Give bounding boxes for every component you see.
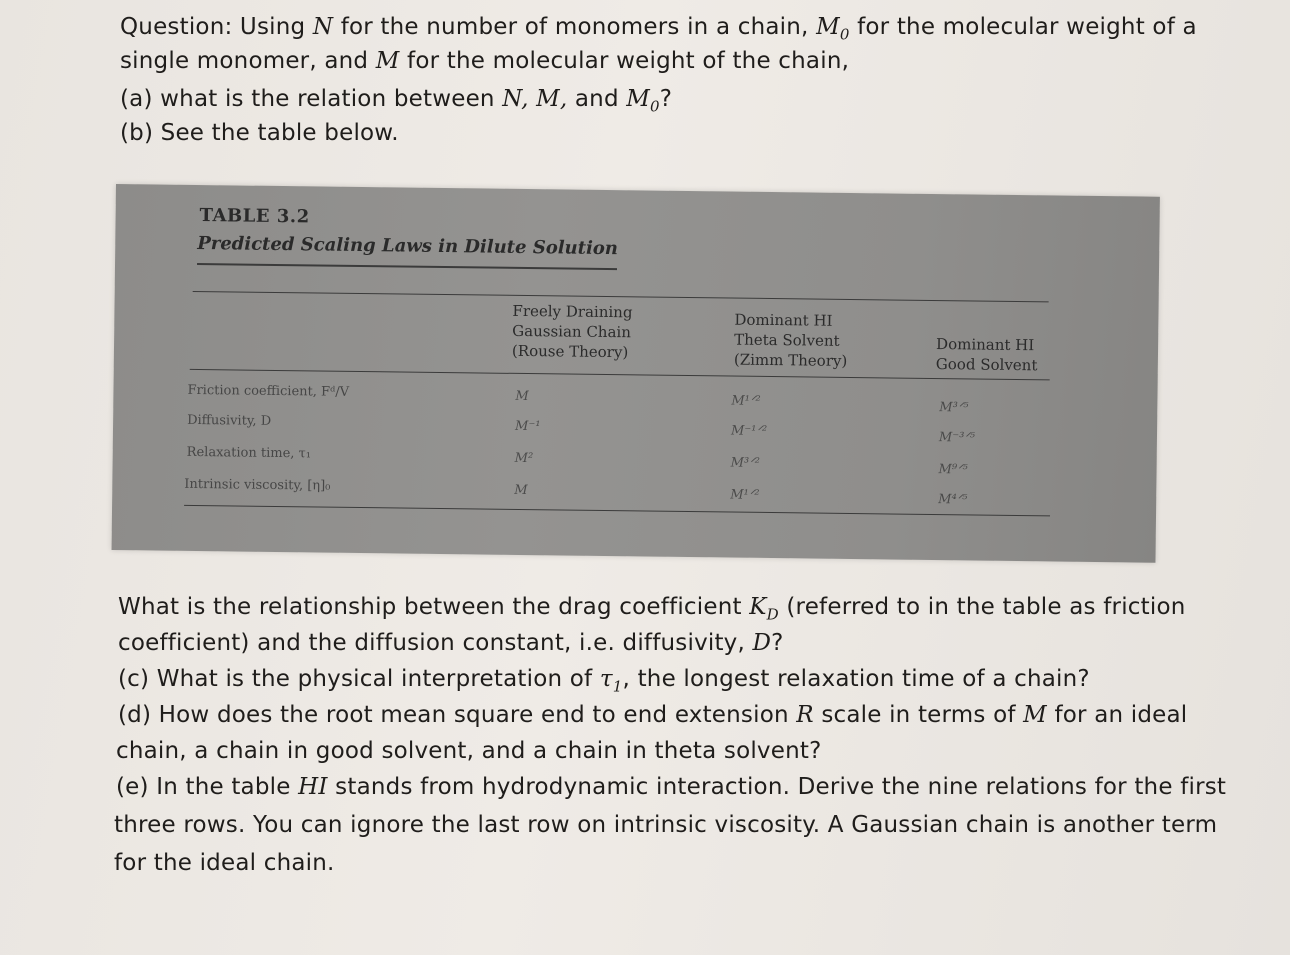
text: single monomer, and [120, 48, 369, 74]
var-m: M [1023, 702, 1047, 728]
text: (e) In the table [116, 774, 291, 800]
text: ? [659, 86, 673, 112]
table-number: TABLE 3.2 [199, 205, 310, 228]
text: ? [771, 630, 784, 656]
cell-viscosity-rouse: M [514, 482, 528, 499]
var-m0: $M_0$ [626, 86, 660, 116]
row-label-friction: Friction coefficient, Fᵈ/V [187, 382, 350, 400]
followup-line-2 [118, 630, 784, 656]
part-e-line-2: three rows. You can ignore the last row on intrinsic viscosity. A Gaussian chain is another term [114, 812, 1218, 838]
followup-line-1 [118, 594, 1186, 624]
var-tau1: $\tau_1$ [599, 666, 623, 696]
text: , the longest relaxation time of a chain? [622, 666, 1090, 692]
part-d-line-2: chain, a chain in good solvent, and a chain in theta solvent? [116, 738, 822, 764]
text: coefficient) and the diffusion constant, i.e. diffusivity, [118, 630, 746, 656]
var-d: D [752, 630, 772, 656]
text: and [574, 86, 619, 112]
text: (referred to in the table as friction [786, 594, 1186, 620]
table-title: Predicted Scaling Laws in Dilute Solution [197, 232, 619, 260]
part-d-line-1 [118, 702, 1187, 728]
var-kd: $K_D$ [749, 594, 779, 624]
part-e-line-3: for the ideal chain. [114, 850, 335, 876]
text: Question: Using [120, 14, 306, 40]
header-rule [190, 369, 1050, 381]
vars: N, M, [502, 86, 568, 112]
var-hi: HI [298, 774, 328, 800]
var-m0: $M_0$ [816, 14, 850, 44]
cell-friction-zimm: M¹ᐟ² [731, 393, 761, 409]
part-e-line-1 [116, 774, 1226, 800]
row-label-viscosity: Intrinsic viscosity, [η]₀ [184, 476, 331, 494]
cell-viscosity-zimm: M¹ᐟ² [730, 487, 760, 503]
text: for an ideal [1054, 702, 1188, 728]
var-n: N [312, 14, 334, 40]
cell-diffusivity-good: M⁻³ᐟ⁵ [938, 430, 976, 446]
text: scale in terms of [821, 702, 1016, 728]
part-c [118, 666, 1090, 696]
column-header-good: Dominant HI Good Solvent [935, 335, 1038, 375]
table-photo [112, 184, 1160, 563]
text: for the number of monomers in a chain, [340, 14, 809, 40]
title-rule [197, 263, 617, 270]
text: (c) What is the physical interpretation of [118, 666, 593, 692]
cell-relaxation-rouse: M² [514, 450, 534, 467]
var-r: R [796, 702, 814, 728]
text: (a) what is the relation between [120, 86, 495, 112]
text: for the molecular weight of the chain, [407, 48, 850, 74]
cell-relaxation-zimm: M³ᐟ² [730, 455, 760, 471]
text: (d) How does the root mean square end to end extension [118, 702, 789, 728]
var-m: M [375, 48, 400, 74]
text: What is the relationship between the drag coefficient [118, 594, 742, 620]
row-label-relaxation: Relaxation time, τ₁ [186, 444, 312, 462]
text: for the molecular weight of a [857, 14, 1197, 40]
top-rule [193, 291, 1049, 302]
part-b: (b) See the table below. [120, 120, 399, 146]
column-header-rouse: Freely Draining Gaussian Chain (Rouse Theory) [511, 301, 633, 362]
cell-friction-rouse: M [515, 388, 529, 405]
column-header-zimm: Dominant HI Theta Solvent (Zimm Theory) [733, 310, 848, 370]
question-line-2 [120, 48, 849, 74]
cell-diffusivity-rouse: M⁻¹ [514, 418, 541, 435]
cell-diffusivity-zimm: M⁻¹ᐟ² [730, 423, 768, 439]
cell-viscosity-good: M⁴ᐟ⁵ [938, 492, 968, 508]
text: stands from hydrodynamic interaction. Derive the nine relations for the first [335, 774, 1227, 800]
cell-relaxation-good: M⁹ᐟ⁵ [938, 462, 968, 478]
part-a [120, 86, 672, 116]
cell-friction-good: M³ᐟ⁵ [939, 400, 969, 416]
question-line-1 [120, 14, 1197, 44]
bottom-rule [184, 505, 1050, 517]
row-label-diffusivity: Diffusivity, D [187, 412, 272, 429]
